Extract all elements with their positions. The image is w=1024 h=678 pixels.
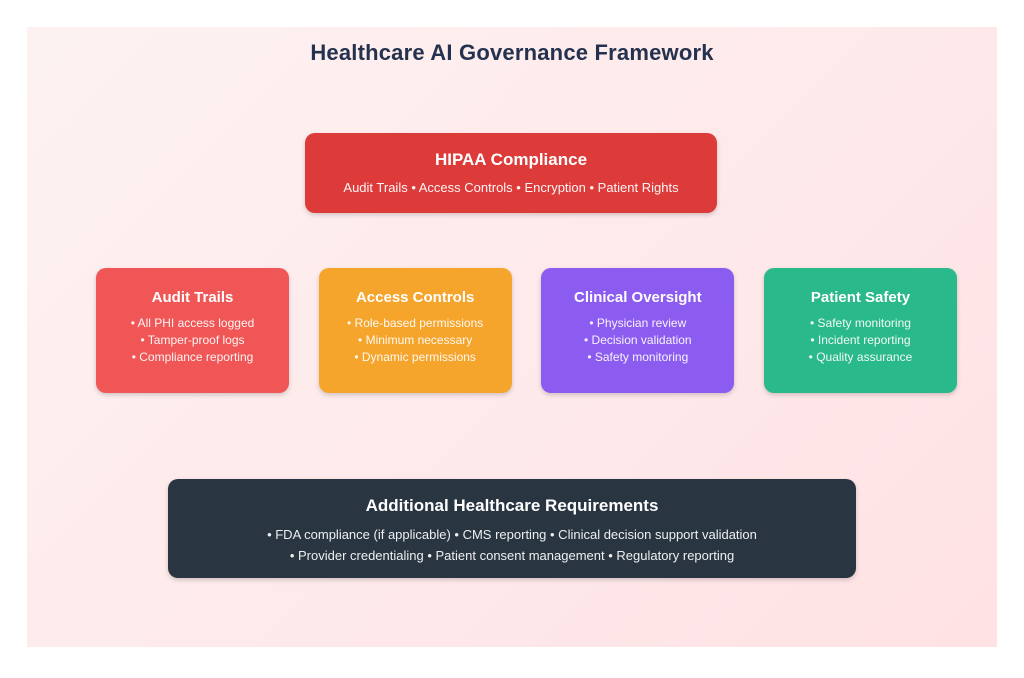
additional-requirements-box: [168, 479, 856, 578]
patient-safety-title: Patient Safety: [810, 289, 911, 306]
hipaa-compliance-box: [305, 133, 717, 213]
hipaa-compliance-title: HIPAA Compliance: [434, 150, 588, 169]
pillar-item: • Minimum necessary: [358, 333, 473, 347]
additional-requirements-lines: [168, 524, 856, 566]
pillar-item: • Dynamic permissions: [354, 350, 476, 364]
clinical-oversight-title: Clinical Oversight: [574, 289, 702, 306]
pillar-item: • Safety monitoring: [587, 350, 689, 364]
clinical-oversight-box: [541, 268, 734, 393]
additional-requirements-title: Additional Healthcare Requirements: [365, 496, 659, 515]
additional-requirements-line: • FDA compliance (if applicable) • CMS reporting • Clinical decision support validation: [267, 527, 757, 542]
pillar-item: • Tamper-proof logs: [140, 333, 245, 347]
patient-safety-items: [764, 315, 957, 366]
access-controls-title: Access Controls: [355, 289, 475, 306]
audit-trails-title: Audit Trails: [151, 289, 234, 306]
additional-requirements-line: • Provider credentialing • Patient consent management • Regulatory reporting: [289, 548, 735, 563]
pillar-item: • All PHI access logged: [130, 316, 255, 330]
pillar-item: • Decision validation: [584, 333, 692, 347]
pillar-item: • Quality assurance: [808, 350, 913, 364]
pillar-item: • Incident reporting: [810, 333, 911, 347]
diagram-title: Healthcare AI Governance Framework: [310, 40, 714, 65]
pillar-item: • Role-based permissions: [347, 316, 484, 330]
patient-safety-box: [764, 268, 957, 393]
clinical-oversight-items: [541, 315, 734, 366]
pillar-item: • Compliance reporting: [131, 350, 254, 364]
access-controls-box: [319, 268, 512, 393]
pillar-row: [96, 268, 957, 393]
audit-trails-box: [96, 268, 289, 393]
access-controls-items: [319, 315, 512, 366]
pillar-item: • Safety monitoring: [810, 316, 911, 330]
diagram-canvas: [27, 27, 997, 647]
pillar-item: • Physician review: [589, 316, 687, 330]
audit-trails-items: [96, 315, 289, 366]
hipaa-compliance-subtitle: Audit Trails • Access Controls • Encryption • Patient Rights: [343, 180, 679, 195]
